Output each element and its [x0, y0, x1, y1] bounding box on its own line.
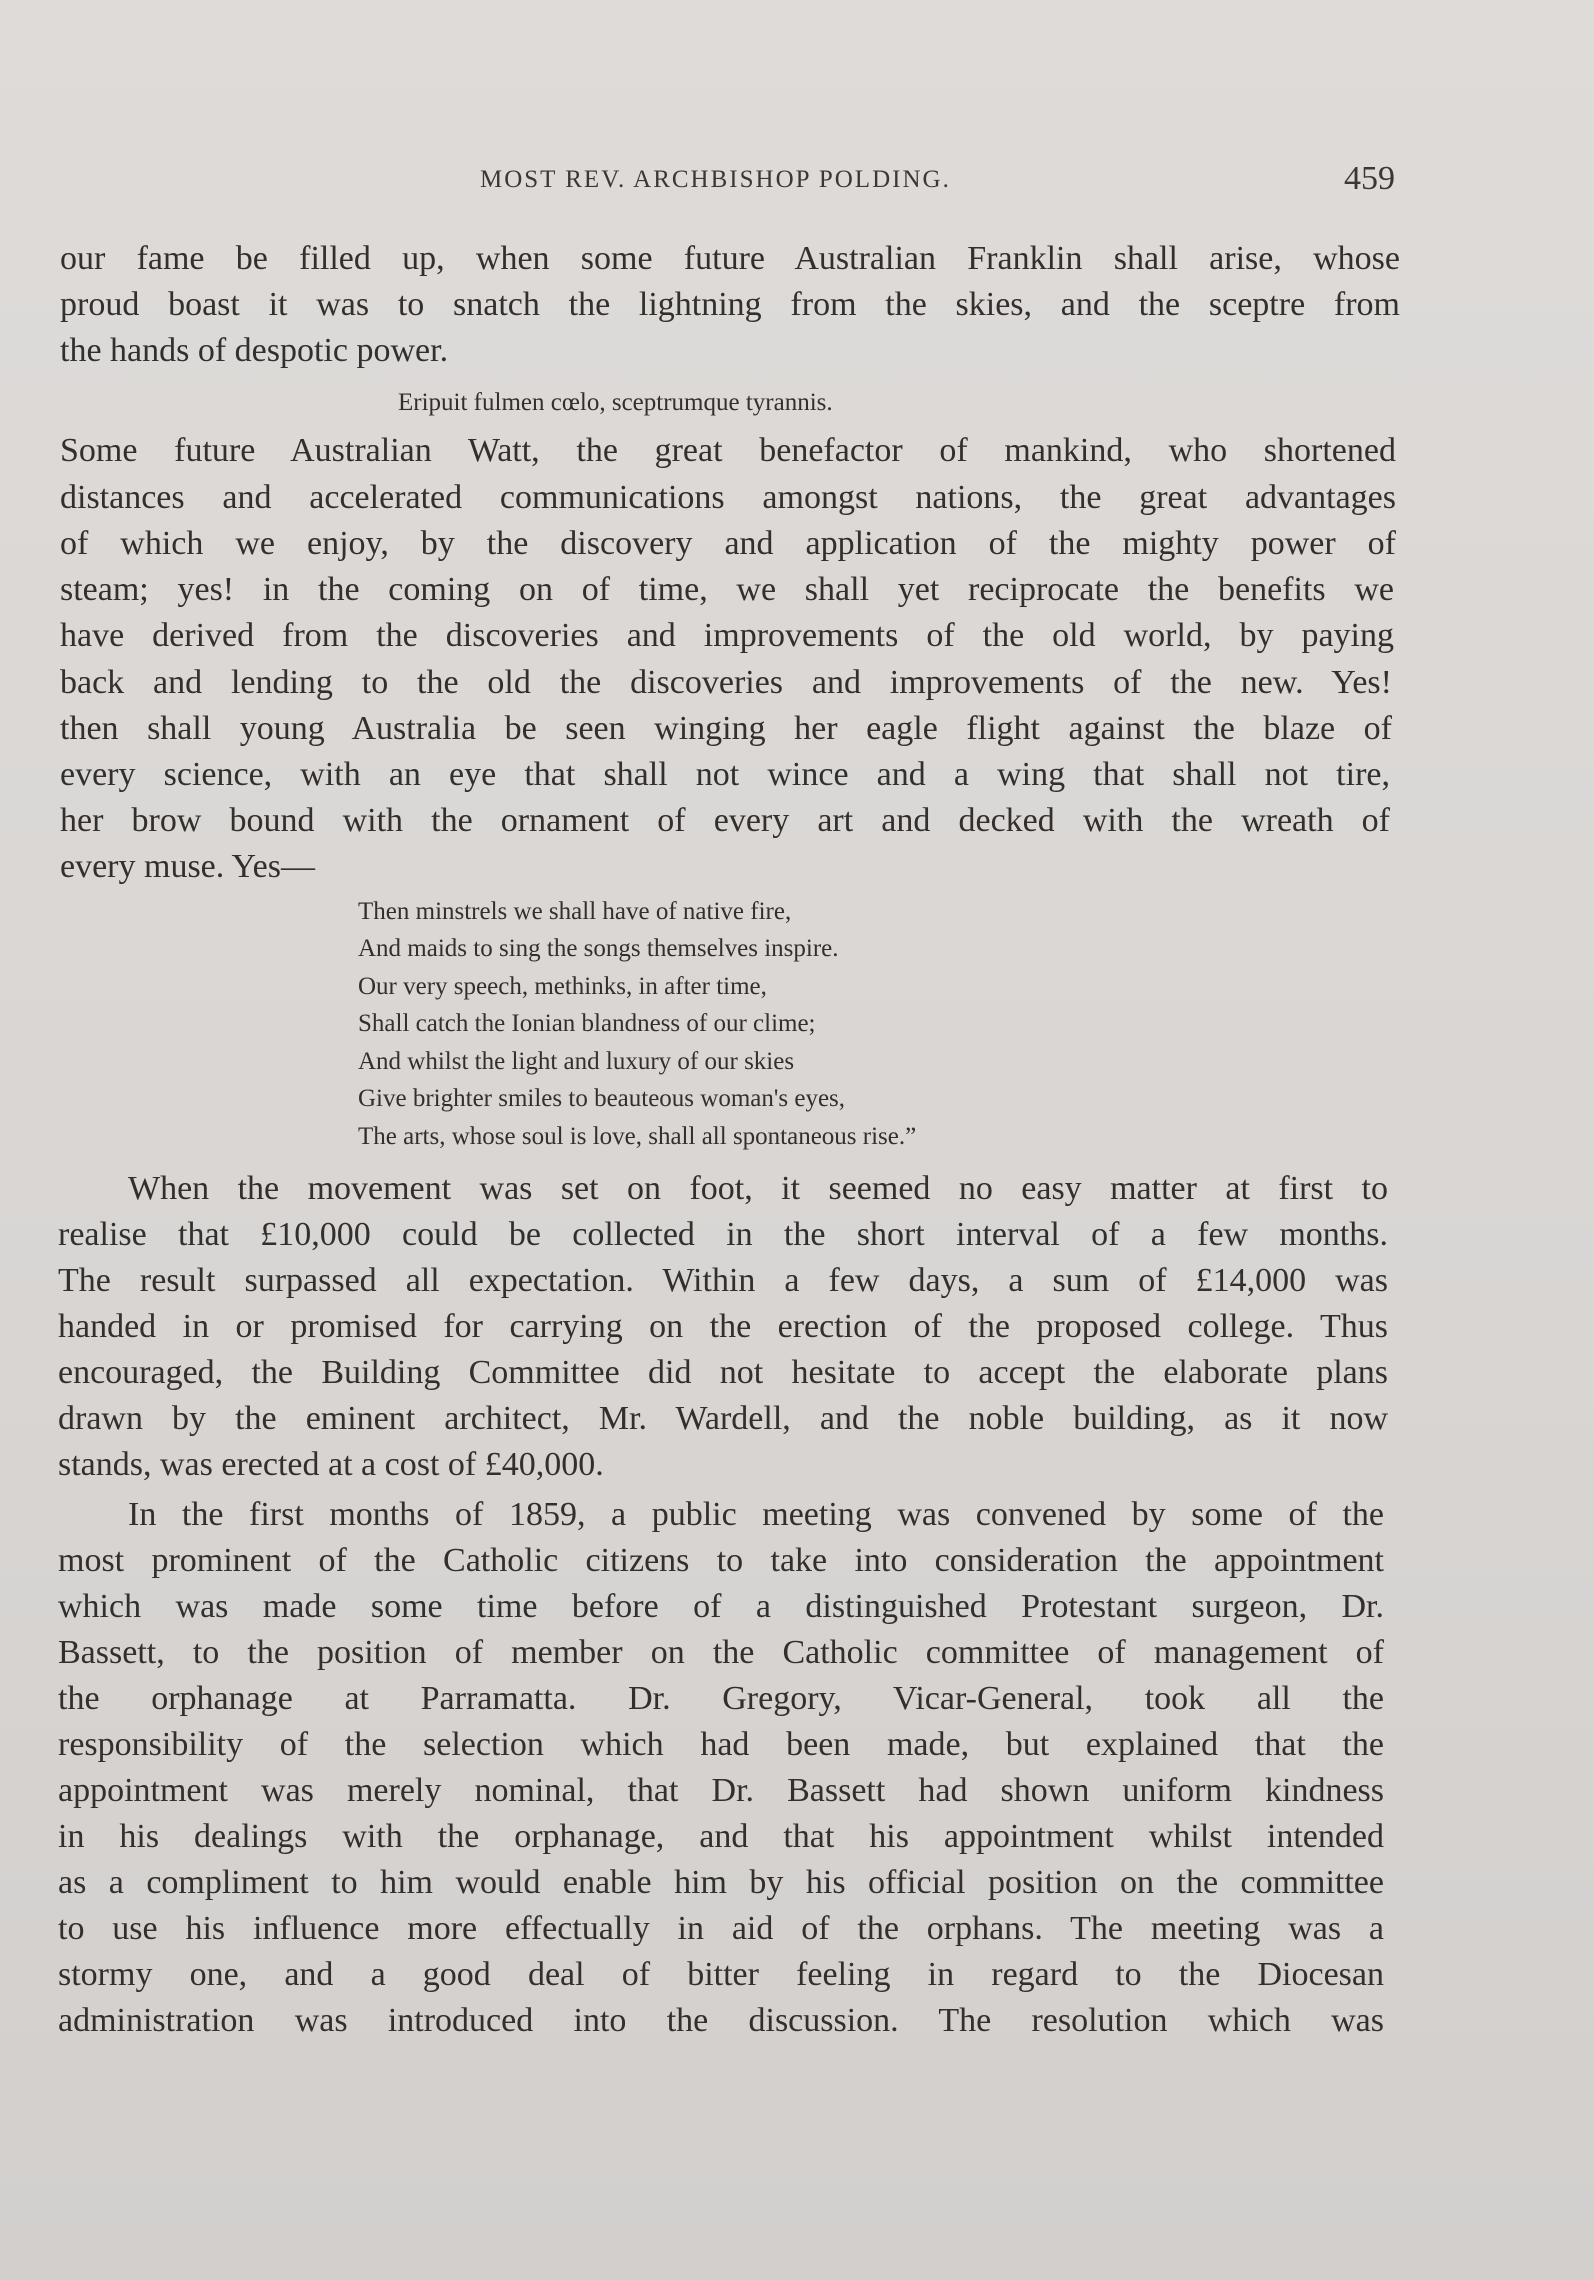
latin-quotation: Eripuit fulmen cœlo, sceptrumque tyrannis. — [398, 389, 833, 416]
verse-line: The arts, whose soul is love, shall all spontaneous rise.” — [358, 1123, 917, 1150]
text-line: stands, was erected at a cost of £40,000. — [58, 1446, 604, 1483]
text-line: stormy one, and a good deal of bitter feeling in regard to the Diocesan — [58, 1956, 1384, 1993]
text-line: steam; yes! in the coming on of time, we shall yet reciprocate the benefits we — [60, 571, 1394, 608]
verse-line: Give brighter smiles to beauteous woman's eyes, — [358, 1085, 846, 1112]
text-line: most prominent of the Catholic citizens to take into consideration the appointment — [58, 1542, 1384, 1579]
verse-line: Shall catch the Ionian blandness of our clime; — [358, 1010, 816, 1037]
text-line: proud boast it was to snatch the lightning from the skies, and the sceptre from — [60, 286, 1400, 323]
text-line: Bassett, to the position of member on the Catholic committee of management of — [58, 1634, 1384, 1671]
text-line: then shall young Australia be seen winging her eagle flight against the blaze of — [60, 710, 1392, 747]
text-line: back and lending to the old the discoveries and improvements of the new. Yes! — [60, 664, 1392, 701]
verse-line: Our very speech, methinks, in after time, — [358, 973, 767, 1000]
text-line: administration was introduced into the discussion. The resolution which was — [58, 2002, 1384, 2039]
text-line: every science, with an eye that shall not wince and a wing that shall not tire, — [60, 756, 1390, 793]
text-line: handed in or promised for carrying on the erection of the proposed college. Thus — [58, 1308, 1388, 1345]
text-line: to use his influence more effectually in aid of the orphans. The meeting was a — [58, 1910, 1384, 1947]
text-line: distances and accelerated communications amongst nations, the great advantages — [60, 479, 1396, 516]
text-line: The result surpassed all expectation. Within a few days, a sum of £14,000 was — [58, 1262, 1388, 1299]
text-line: her brow bound with the ornament of every art and decked with the wreath of — [60, 802, 1390, 839]
running-head — [0, 160, 1594, 200]
text-line: in his dealings with the orphanage, and that his appointment whilst intended — [58, 1818, 1384, 1855]
verse-line: Then minstrels we shall have of native fire, — [358, 898, 792, 925]
text-line: the hands of despotic power. — [60, 332, 449, 369]
page-number: 459 — [1344, 160, 1395, 197]
text-line: which was made some time before of a distinguished Protestant surgeon, Dr. — [58, 1588, 1384, 1625]
text-line: realise that £10,000 could be collected in the short interval of a few months. — [58, 1216, 1388, 1253]
text-line: appointment was merely nominal, that Dr. Bassett had shown uniform kindness — [58, 1772, 1384, 1809]
verse-line: And maids to sing the songs themselves inspire. — [358, 935, 839, 962]
text-line: the orphanage at Parramatta. Dr. Gregory, Vicar-General, took all the — [58, 1680, 1384, 1717]
text-line: as a compliment to him would enable him by his official position on the committee — [58, 1864, 1384, 1901]
text-line: When the movement was set on foot, it seemed no easy matter at first to — [128, 1170, 1388, 1207]
text-line: our fame be filled up, when some future Australian Franklin shall arise, whose — [60, 240, 1400, 277]
text-line: encouraged, the Building Committee did not hesitate to accept the elaborate plans — [58, 1354, 1388, 1391]
verse-line: And whilst the light and luxury of our skies — [358, 1048, 795, 1075]
text-line: responsibility of the selection which had been made, but explained that the — [58, 1726, 1384, 1763]
text-line: drawn by the eminent architect, Mr. Wardell, and the noble building, as it now — [58, 1400, 1388, 1437]
running-title: MOST REV. ARCHBISHOP POLDING. — [480, 166, 951, 193]
text-line: have derived from the discoveries and improvements of the old world, by paying — [60, 617, 1394, 654]
text-line: In the first months of 1859, a public meeting was convened by some of the — [128, 1496, 1384, 1533]
text-line: every muse. Yes— — [60, 848, 315, 885]
text-line: of which we enjoy, by the discovery and application of the mighty power of — [60, 525, 1396, 562]
text-line: Some future Australian Watt, the great benefactor of mankind, who shortened — [60, 432, 1396, 469]
